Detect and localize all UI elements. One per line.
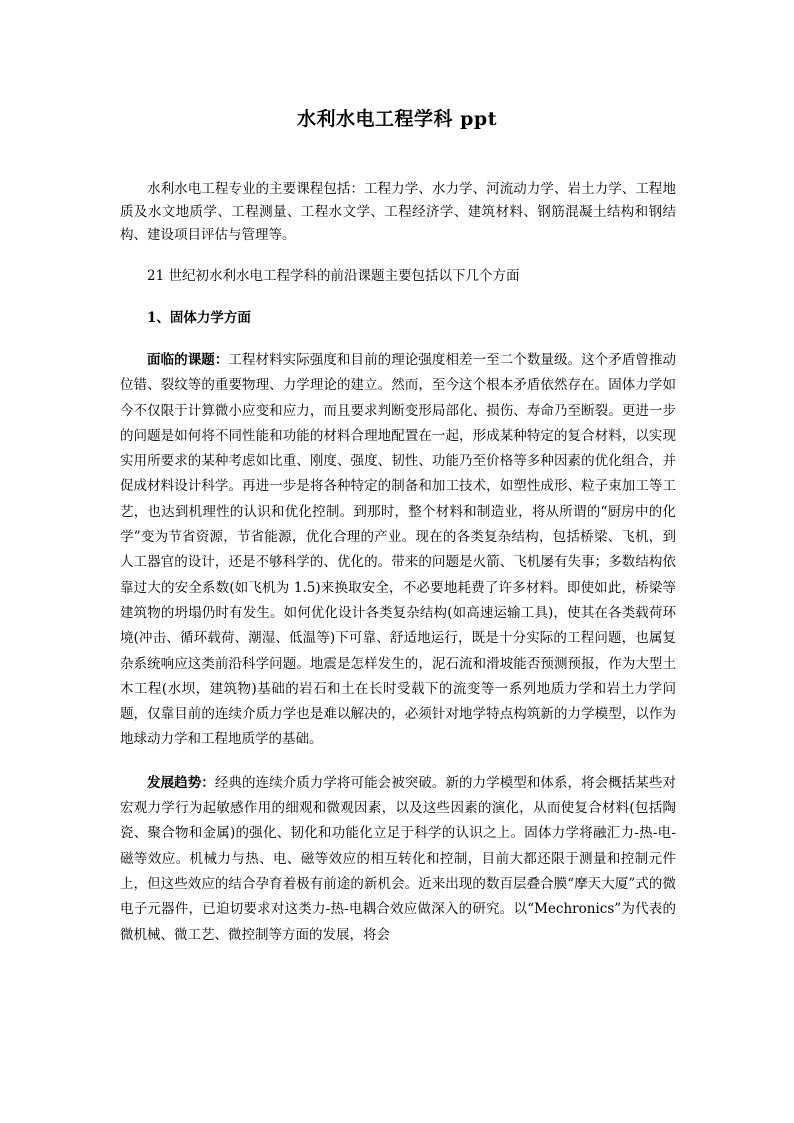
document-title: 水利水电工程学科 ppt	[297, 108, 497, 130]
section-heading-solid-mechanics: 1、固体力学方面	[147, 310, 251, 326]
challenges-text: 工程材料实际强度和目前的理论强度相差一至二个数量级。这个矛盾曾推动位错、裂纹等的重要物理、力学理论的建立。然而，至今这个根本矛盾依然存在。固体力学如今不仅限于计算微小应变和应力，而且要求判断变形局部化、损伤、寿命乃至断裂。更进一步的问题是如何将不同性能和功能的材料合理地配置在一起，形成某种特定的复合材料，以实现实用所要求的某种考虑如比重、刚度、强度、韧性、功能乃至价格等多种因素的优化组合，并促成材料设计科学。再进一步是将各种特定的制备和加工技术，如塑性成形、粒子束加工等工艺，也达到机理性的认识和优化控制。到那时，整个材料和制造业，将从所谓的“厨房中的化学”变为节省资源，节省能源，优化合理的产业。现在的各类复杂结构，包括桥梁、飞机，到人工器官的设计，还是不够科学的、优化的。带来的问题是火箭、飞机屡有失事；多数结构依靠过大的安全系数(如飞机为 1.5)来换取安全，不必要地耗费了许多材料。即使如此，桥梁等建筑物的坍塌仍时有发生。如何优化设计各类复杂结构(如高速运输工具)，使其在各类载荷环境(冲击、循环载荷、潮湿、低温等)下可靠、舒适地运行，既是十分实际的工程问题，也属复杂系统响应这类前沿科学问题。地震是怎样发生的，泥石流和滑坡能否预测预报，作为大型土木工程(水坝，建筑物)基础的岩石和土在长时受载下的流变等一系列地质力学和岩土力学问题，仅靠目前的连续介质力学也是难以解决的，必须针对地学特点构筑新的力学模型，以作为地球动力学和工程地质学的基础。	[120, 352, 677, 748]
trends-label: 发展趋势：	[147, 774, 215, 791]
challenges-label: 面临的课题：	[147, 352, 229, 368]
document-body	[120, 178, 676, 948]
intro-paragraph: 水利水电工程专业的主要课程包括：工程力学、水力学、河流动力学、岩土力学、工程地质及水文地质学、工程测量、工程水文学、工程经济学、建筑材料、钢筋混凝土结构和钢结构、建设项目评估与管理等。	[120, 181, 676, 243]
trends-text: 经典的连续介质力学将可能会被突破。新的力学模型和体系，将会概括某些对宏观力学行为起敏感作用的细观和微观因素，以及这些因素的演化，从而使复合材料(包括陶瓷、聚合物和金属)的强化、韧化和功能化立足于科学的认识之上。固体力学将融汇力-热-电-磁等效应。机械力与热、电、磁等效应的相互转化和控制，目前大都还限于测量和控制元件上，但这些效应的结合孕育着极有前途的新机会。近来出现的数百层叠合膜“摩天大厦”式的微电子元器件，已迫切要求对这类力-热-电耦合效应做深入的研究。以“Mechronics”为代表的微机械、微工艺、微控制等方面的发展，将会	[120, 774, 677, 943]
trends-paragraph	[120, 771, 676, 948]
challenges-paragraph	[120, 348, 676, 753]
frontier-paragraph: 21 世纪初水利水电工程学科的前沿课题主要包括以下几个方面	[147, 268, 520, 284]
